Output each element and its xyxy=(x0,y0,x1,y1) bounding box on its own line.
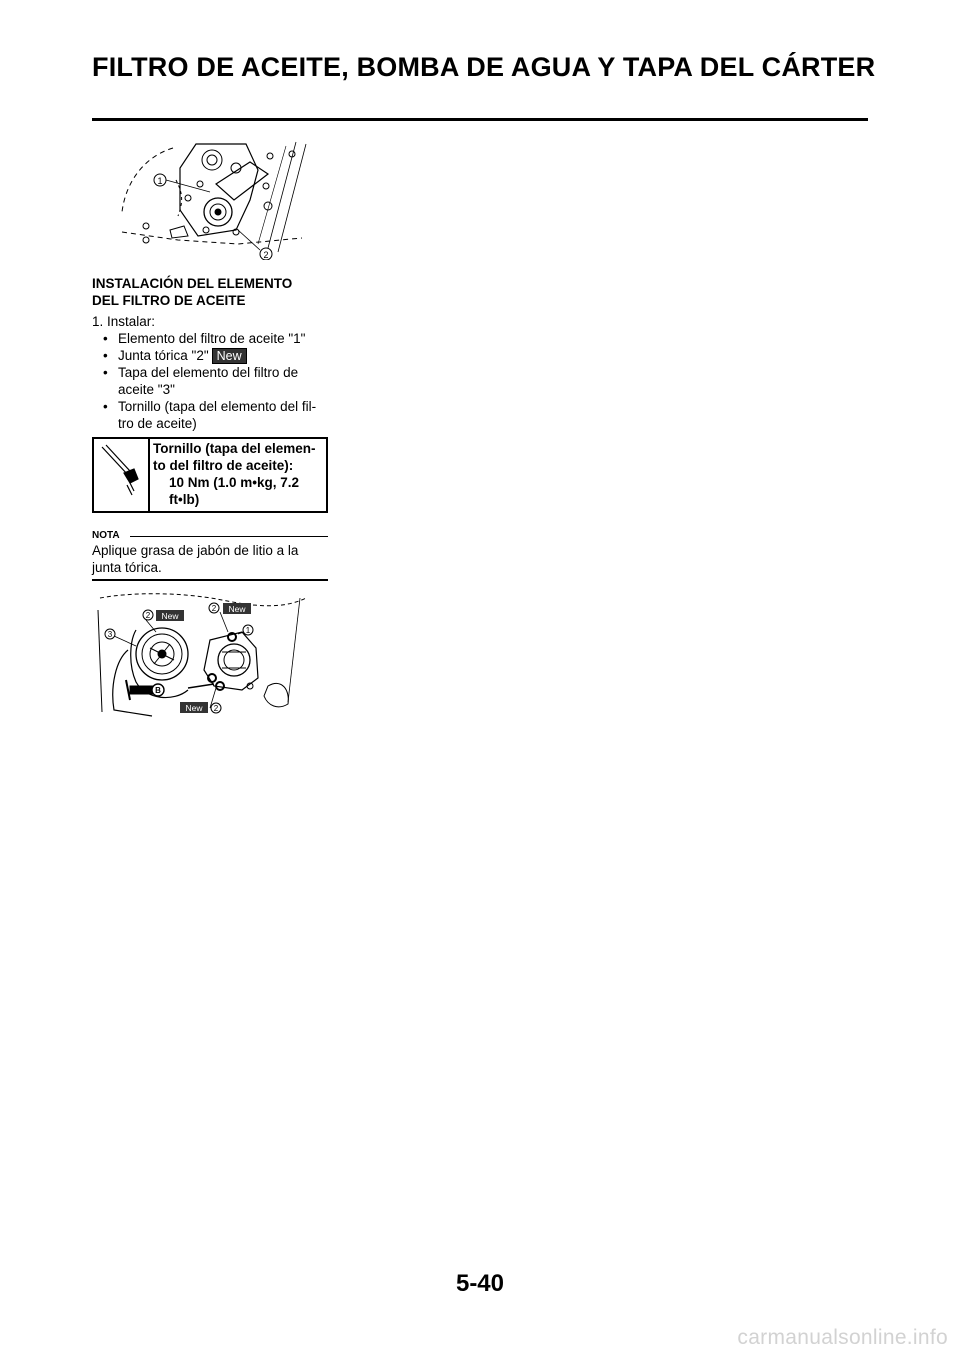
step-1-label: 1. Instalar: xyxy=(92,314,156,329)
install-item-list xyxy=(92,330,330,432)
figure2-new-label-3: New xyxy=(185,703,203,713)
nota-text: Aplique grasa de jabón de litio a la junta tórica. xyxy=(92,543,299,575)
figure1-callout-2: 2 xyxy=(263,250,269,260)
nota-divider-top xyxy=(130,536,328,537)
figure2-callout-2c: 2 xyxy=(213,704,219,713)
oil-filter-installation-illustration xyxy=(92,590,310,722)
nota-divider-bottom xyxy=(92,579,328,581)
section-heading: INSTALACIÓN DEL ELEMENTO DEL FILTRO DE ACEITE xyxy=(92,276,293,308)
torque-spec-box xyxy=(92,437,328,513)
list-item: • Elemento del filtro de aceite "1" xyxy=(92,330,330,347)
nota-label: NOTA xyxy=(92,530,120,541)
figure2-callout-2a: 2 xyxy=(145,611,151,620)
torque-wrench-icon xyxy=(94,439,150,511)
list-item: • Tapa del elemento del filtro de aceite "3" xyxy=(92,364,330,398)
watermark-link[interactable]: carmanualsonline.info xyxy=(737,1326,948,1349)
page-number: 5-40 xyxy=(455,1270,505,1297)
new-part-badge: New xyxy=(212,348,247,364)
figure2-new-label-2: New xyxy=(228,604,246,614)
torque-spec-text: Tornillo (tapa del elemen- to del filtro de aceite): 10 Nm (1.0 m•kg, 7.2 ft•lb) xyxy=(153,440,324,508)
title-divider xyxy=(92,118,868,121)
list-item: • Tornillo (tapa del elemento del fil- tro de aceite) xyxy=(92,398,330,432)
figure2-callout-2b: 2 xyxy=(211,604,217,613)
figure2-callout-3: 3 xyxy=(107,630,113,639)
list-item: • Junta tórica "2" New xyxy=(92,347,330,364)
figure2-callout-1: 1 xyxy=(245,626,251,635)
install-steps xyxy=(92,313,330,432)
figure1-callout-1: 1 xyxy=(157,176,163,186)
torque-value: 10 Nm (1.0 m•kg, 7.2 xyxy=(169,475,300,490)
engine-cover-illustration xyxy=(118,140,308,260)
figure2-new-label-1: New xyxy=(161,611,179,621)
page-title: FILTRO DE ACEITE, BOMBA DE AGUA Y TAPA DEL CÁRTER xyxy=(92,52,876,82)
grease-symbol: B xyxy=(155,686,161,695)
